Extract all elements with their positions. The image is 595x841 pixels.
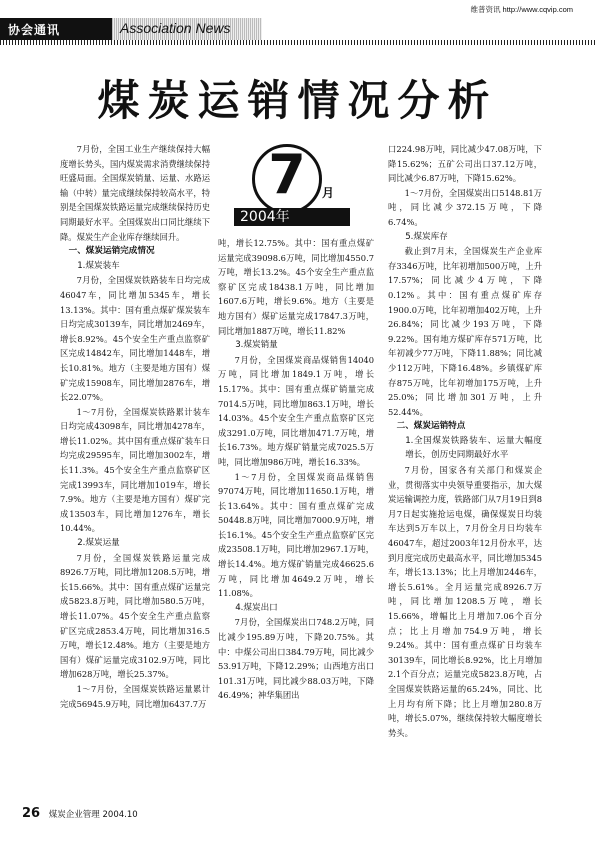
subsection-heading: 4.煤炭出口	[235, 602, 278, 613]
subsection-heading: 5.煤炭库存	[405, 231, 448, 242]
month-number: 7	[268, 143, 306, 206]
section-header	[0, 18, 595, 40]
section-title-cn: 协会通讯	[8, 23, 61, 37]
paragraph: 7月份，全国煤炭铁路装车日均完成46047车，同比增加5345车，增长13.13%。其中：国有重点煤矿煤炭装车日均完成30139车，同比增加2469车，增长8.92%。45个安全生产重点监察矿区完成14842车，同比增加1448车，增长10.81%。地方（主要是地方国有）煤矿完成15908车，同比增加2876车，增长22.07%。	[60, 275, 210, 403]
article-column-3	[388, 142, 542, 740]
subsection-heading: 1.全国煤炭铁路装车、运量大幅度增长，创历史同期最好水平	[405, 435, 542, 461]
subsection-heading: 1.煤炭装车	[77, 260, 120, 271]
paragraph: 1～7月份，全国煤炭商品煤销售97074万吨，同比增加11650.1万吨，增长13.64%。其中：国有重点煤矿完成50448.8万吨，同比增加7000.9万吨，增长16.1%。45个安全生产重点监察矿区完成23508.1万吨，同比增加2967.1万吨，增长14.4%。地方煤矿销量完成46625.6万吨，同比增加4649.2万吨，增长11.08%。	[218, 471, 374, 599]
section-header-stripes	[0, 40, 595, 45]
paragraph: 7月份，全国煤炭铁路运量完成8926.7万吨，同比增加1208.5万吨，增长15.66%。其中：国有重点煤矿运量完成5823.8万吨，同比增加580.5万吨，增长11.07%。45个安全生产重点监察矿区完成2853.4万吨，同比增加316.5万吨，增长12.48%。地方（主要是地方国有）煤矿运量完成3102.9万吨，同比增加628万吨，增长25.37%。	[60, 552, 210, 680]
article-column-2	[218, 236, 374, 703]
paragraph: 1～7月份，全国煤炭出口5148.81万吨，同比减少372.15万吨，下降6.74%。	[388, 187, 542, 227]
page-number: 26	[22, 806, 41, 821]
journal-issue: 煤炭企业管理 2004.10	[48, 810, 138, 820]
paragraph: 1～7月份，全国煤炭铁路累计装车日均完成43098车，同比增加4278车，增长11.02%。其中国有重点煤矿装车日均完成29595车，同比增加3002车，增长11.3%。45个安全生产重点监察矿区完成13993车，同比增加1019车，增长7.9%。地方（主要是地方国有）煤矿完成13503车，同比增加1276车，增长10.44%。	[60, 406, 210, 534]
paragraph: 截止到7月末，全国煤炭生产企业库存3346万吨，比年初增加500万吨，上升17.57%；同比减少4万吨，下降0.12%。其中：国有重点煤矿库存1900.0万吨，比年初增加402万吨，上升26.84%；同比减少193万吨，下降9.22%。国有地方煤矿库存571万吨，比年初减少77万吨，下降11.88%；同比减少112万吨，下降16.48%。乡镇煤矿库存875万吨，比年初增加175万吨，上升25.0%；同比增加301万吨，上升52.44%。	[388, 246, 542, 417]
section-heading: 二、煤炭运销特点	[396, 421, 466, 432]
article-column-1	[60, 142, 210, 711]
page-footer	[22, 806, 138, 821]
subsection-heading: 3.煤炭销量	[235, 340, 278, 351]
section-heading: 一、煤炭运销完成情况	[68, 246, 155, 257]
article-title: 煤炭运销情况分析	[97, 76, 498, 125]
paragraph: 口224.98万吨，同比减少47.08万吨，下降15.62%；五矿公司出口37.12万吨，同比减少6.87万吨，下降15.62%。	[388, 144, 542, 184]
year-label: 2004年	[234, 208, 350, 226]
site-url[interactable]: 维普资讯 http://www.cqvip.com	[470, 5, 573, 14]
paragraph: 7月份，全国工业生产继续保持大幅度增长势头，国内煤炭需求消费继续保持旺盛局面。全国煤炭销量、运量、水路运输（中转）量完成继续保持较高水平，特别是全国煤炭铁路运量完成继续保持历史同期最好水平。全国煤炭出口同比继续下降。煤炭生产企业库存继续回升。	[60, 144, 210, 242]
month-badge-circle	[252, 144, 322, 214]
month-badge	[230, 142, 370, 232]
paragraph: 7月份，国家各有关部门和煤炭企业，贯彻落实中央领导重要指示，加大煤炭运输调控力度，铁路部门从7月19日到8月7日起实施抢运电煤，确保煤炭日均装车达到5万车以上，7月份全月日均装车46047车，超过2003年12月份水平，达到月度完成历史最高水平，同比增加5345车，增长13.13%；比上月增加2446车，增长5.61%。全月运量完成8926.7万吨，同比增加1208.5万吨，增长15.66%，增幅比上月增加7.06个百分点；比上月增加754.9万吨，增长9.24%。其中：国有重点煤矿日均装车30139车，同比增长8.92%，比上月增加2.1个百分点；运量完成5823.8万吨，占全国煤炭铁路运量的65.24%，同比、比上月均有所下降；比上月增加280.8万吨，增长5.07%，继续保持较大幅度增长势头。	[388, 465, 542, 738]
paragraph: 1～7月份，全国煤炭铁路运量累计完成56945.9万吨，同比增加6437.7万	[60, 683, 210, 709]
paragraph: 7月份，全国煤炭商品煤销售14040万吨，同比增加1849.1万吨，增长15.17%。其中：国有重点煤矿销量完成7014.5万吨，同比增加863.1万吨，增长14.03%。45个安全生产重点监察矿区完成3291.0万吨，同比增加471.7万吨，增长16.73%。地方煤矿销量完成7025.5万吨，同比增加986万吨，增长16.33%。	[218, 354, 374, 467]
section-title-en: Association News	[120, 20, 231, 36]
paragraph: 7月份，全国煤炭出口748.2万吨，同比减少195.89万吨，下降20.75%。其中：中煤公司出口384.79万吨，同比减少53.91万吨，下降12.29%；山西地方出口101.31万吨，同比减少88.03万吨，下降46.49%；神华集团出	[218, 617, 374, 701]
subsection-heading: 2.煤炭运量	[77, 538, 120, 549]
month-label: 月	[322, 186, 335, 200]
paragraph: 吨，增长12.75%。其中：国有重点煤矿运量完成39098.6万吨，同比增加4550.7万吨，增长13.2%。45个安全生产重点监察矿区完成18438.1万吨，同比增加1607.6万吨，增长9.6%。地方（主要是地方国有）煤矿运量完成17847.3万吨，同比增加1887万吨，增长11.82%	[218, 238, 374, 336]
